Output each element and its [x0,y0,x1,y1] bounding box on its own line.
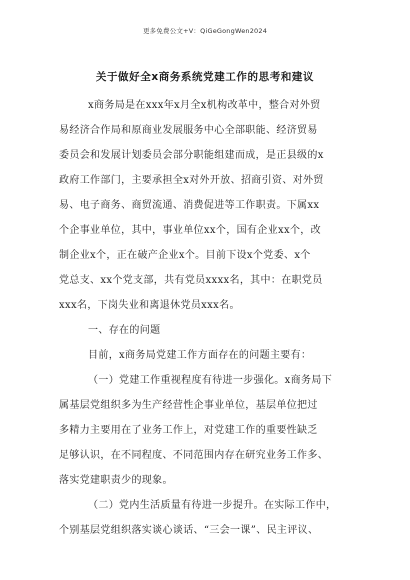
body-line: 个企事业单位，其中，事业单位xx个，国有企业xx个，改 [59,225,322,236]
body-line: x商务局是在xxx年x月全x机构改革中，整合对外贸 [88,100,321,111]
body-line: 政府工作部门，主要承担全x对外开放、招商引资、对外贸 [59,175,324,186]
body-line: 个别基层党组织落实谈心谈话、“三会一课”、民主评议、 [59,525,319,536]
body-line: 属基层党组织多为生产经营性企事业单位，基层单位把过 [59,400,318,411]
body-line: 易、电子商务、商贸流通、消费促进等工作职责。下属xx [59,200,320,211]
body-line: 落实党建职责少的现象。 [59,475,173,486]
body-line: 足够认识，在不同程度、不同范围内存在研究业务工作多、 [59,450,329,461]
subsection-heading: （二）党内生活质量有待进一步提升。在实际工作中， [88,500,337,511]
body-line: 委员会和发展计划委员会部分职能组建而成，是正县级的x [59,150,324,161]
header-note: 更多免费公文+V：QiGeGongWen2024 [142,27,268,35]
subsection-heading: （一）党建工作重视程度有待进一步强化。x商务局下 [88,375,333,386]
body-line: 目前，x商务局党建工作方面存在的问题主要有： [88,350,312,361]
body-line: 党总支、xx个党支部，共有党员xxxx名，其中：在职党员 [59,275,323,286]
section-heading: 一、存在的问题 [88,325,161,336]
body-line: 制企业x个，正在破产企业x个。目前下设x个党委、x个 [59,250,311,261]
body-line: 易经济合作局和原商业发展服务中心全部职能、经济贸易 [59,125,318,136]
document-title: 关于做好全x商务系统党建工作的思考和建议 [95,71,315,83]
body-line: 多精力主要用在了业务工作上，对党建工作的重要性缺乏 [59,425,318,436]
body-line: xxx名，下岗失业和离退休党员xxx名。 [59,300,240,311]
